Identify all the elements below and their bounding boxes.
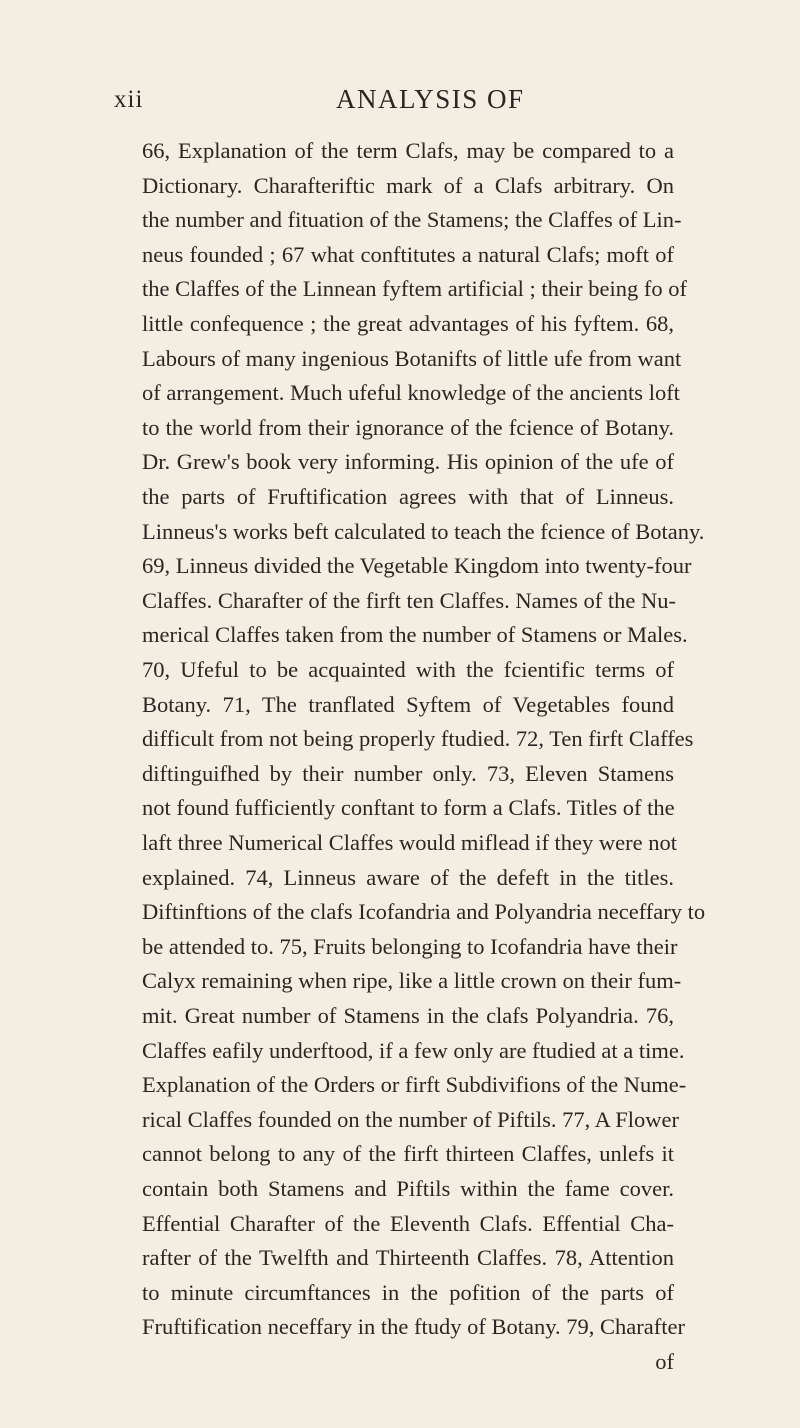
text-line: mit. Great number of Stamens in the clafs Polyandria. 76,	[142, 1003, 674, 1028]
text-line: 70, Ufeful to be acquainted with the fcientific terms of	[142, 657, 674, 682]
text-line: Fruftification neceffary in the ftudy of Botany. 79, Charafter	[142, 1314, 685, 1340]
text-line: the parts of Fruftification agrees with that of Linneus.	[142, 484, 674, 509]
text-line: difficult from not being properly ftudied. 72, Ten firft Claffes	[142, 726, 694, 752]
running-head: ANALYSIS OF	[336, 84, 525, 114]
page-header	[96, 72, 736, 112]
text-line: merical Claffes taken from the number of Stamens or Males.	[142, 622, 688, 648]
text-line: the number and fituation of the Stamens; the Claffes of Lin-	[142, 207, 682, 233]
text-line: 66, Explanation of the term Clafs, may be compared to a	[142, 138, 674, 163]
text-line: to the world from their ignorance of the fcience of Botany.	[142, 414, 674, 440]
text-line: of arrangement. Much ufeful knowledge of the ancients loft	[142, 380, 680, 406]
text-line: Dr. Grew's book very informing. His opinion of the ufe of	[142, 449, 674, 475]
text-line: the Claffes of the Linnean fyftem artificial ; their being fo of	[142, 276, 688, 302]
text-line: Labours of many ingenious Botanifts of little ufe from want	[142, 345, 682, 371]
text-line: explained. 74, Linneus aware of the defeft in the titles.	[142, 864, 674, 890]
catchword: of	[655, 1349, 674, 1374]
text-line: rafter of the Twelfth and Thirteenth Claffes. 78, Attention	[142, 1245, 674, 1271]
text-line: laft three Numerical Claffes would miflead if they were not	[142, 830, 678, 855]
text-line: to minute circumftances in the pofition of the parts of	[142, 1279, 674, 1305]
text-line: not found fufficiently conftant to form a Clafs. Titles of the	[142, 795, 675, 821]
text-line: contain both Stamens and Piftils within the fame cover.	[142, 1176, 674, 1201]
text-line: Linneus's works beft calculated to teach the fcience of Botany.	[142, 518, 705, 544]
text-line: Diftinftions of the clafs Icofandria and Polyandria neceffary to	[142, 899, 706, 925]
text-line: Claffes eafily underftood, if a few only are ftudied at a time.	[142, 1037, 685, 1063]
text-line: Calyx remaining when ripe, like a little crown on their fum-	[142, 968, 682, 994]
text-line: Claffes. Charafter of the firft ten Claffes. Names of the Nu-	[142, 587, 676, 613]
text-line: little confequence ; the great advantages of his fyftem. 68,	[142, 311, 674, 336]
text-line: Botany. 71, The tranflated Syftem of Vegetables found	[142, 691, 674, 717]
text-line: Explanation of the Orders or firft Subdivifions of the Nume-	[142, 1072, 687, 1098]
text-line: neus founded ; 67 what conftitutes a natural Clafs; moft of	[142, 241, 674, 267]
text-line: Dictionary. Charafteriftic mark of a Clafs arbitrary. On	[142, 172, 674, 198]
text-line: diftinguifhed by their number only. 73, Eleven Stamens	[142, 760, 674, 786]
text-line: Effential Charafter of the Eleventh Clafs. Effential Cha-	[142, 1210, 674, 1236]
text-line: rical Claffes founded on the number of Piftils. 77, A Flower	[142, 1106, 680, 1132]
text-line: be attended to. 75, Fruits belonging to Icofandria have their	[142, 933, 678, 959]
text-line: cannot belong to any of the firft thirteen Claffes, unlefs it	[142, 1141, 674, 1167]
text-line: 69, Linneus divided the Vegetable Kingdom into twenty-four	[142, 553, 692, 579]
page-number: xii	[114, 86, 144, 113]
